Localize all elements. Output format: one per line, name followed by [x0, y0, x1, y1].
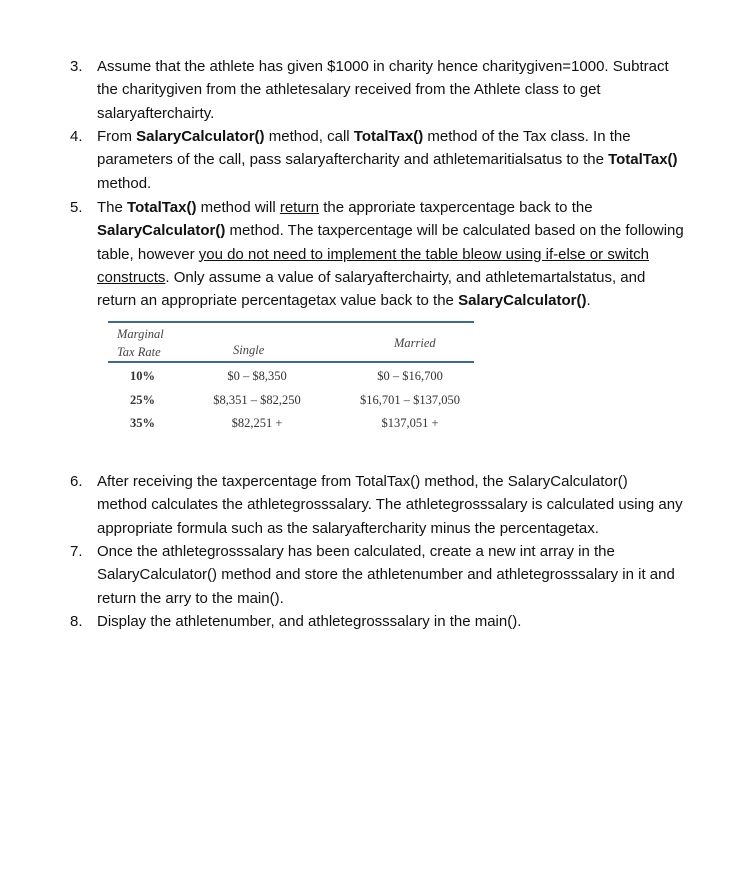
step-text	[97, 55, 710, 125]
step-6	[70, 470, 710, 540]
step-line: method.	[97, 174, 152, 192]
text-run: table, however	[97, 245, 199, 263]
step-text	[97, 540, 710, 610]
text-run: method will	[196, 199, 280, 216]
step-line: salaryafterchairty.	[97, 104, 215, 122]
text-run: method, call	[264, 128, 354, 145]
step-line	[97, 125, 710, 148]
step-line: After receiving the taxpercentage from TotalTax() method, the SalaryCalculator()	[97, 473, 628, 490]
cell-single: $8,351 – $82,250	[213, 393, 301, 407]
cell-married: $137,051 +	[381, 416, 439, 430]
step-text	[97, 125, 710, 195]
step-line: the charitygiven from the athletesalary received from the Athlete class to get	[97, 81, 601, 99]
step-line: Display the athletenumber, and athletegrosssalary in the main().	[97, 613, 522, 630]
text-run: . Only assume a value of salaryafterchairty, and athletemartalstatus, and	[165, 268, 646, 286]
header-married: Married	[394, 336, 436, 350]
table-row	[108, 416, 474, 434]
text-run: .	[586, 292, 591, 310]
step-line	[97, 196, 710, 219]
header-marginal-tax-rate	[117, 325, 164, 361]
step-line: Assume that the athlete has given $1000 in charity hence charitygiven=1000. Subtract	[97, 58, 669, 75]
header-rate-line: Tax Rate	[117, 345, 161, 359]
step-line: method calculates the athletegrosssalary. The athletegrosssalary is calculated using any	[97, 496, 683, 514]
step-line	[97, 148, 710, 171]
cell-rate: 35%	[130, 416, 155, 430]
text-run: return an appropriate percentagetax value back to the	[97, 292, 459, 310]
step-8	[70, 610, 710, 633]
cell-rate: 25%	[130, 393, 155, 407]
header-rate-line: Marginal	[117, 327, 164, 341]
underlined-text: constructs	[97, 268, 166, 286]
cell-married: $16,701 – $137,050	[360, 393, 460, 407]
step-7	[70, 540, 710, 610]
step-line	[97, 266, 710, 289]
step-line: SalaryCalculator() method and store the athletenumber and athletegrosssalary in it and	[97, 566, 675, 584]
method-name: TotalTax()	[353, 128, 424, 145]
table-row	[108, 393, 474, 411]
cell-rate: 10%	[130, 369, 155, 383]
step-line	[97, 243, 710, 266]
step-number: 3.	[70, 58, 83, 75]
text-run: the approriate taxpercentage back to the	[319, 199, 593, 216]
step-line	[97, 219, 710, 242]
step-5	[70, 196, 710, 312]
method-name: SalaryCalculator()	[458, 292, 587, 310]
step-4	[70, 125, 710, 195]
step-number: 5.	[70, 199, 83, 216]
cell-single: $0 – $8,350	[227, 369, 287, 383]
cell-single: $82,251 +	[231, 416, 283, 430]
text-run: parameters of the call, pass salaryaftercharity and athletemaritialsatus to the	[97, 151, 609, 169]
cell-married: $0 – $16,700	[377, 369, 443, 383]
step-number: 6.	[70, 473, 83, 490]
text-run: The	[97, 199, 128, 216]
header-single: Single	[233, 343, 265, 357]
method-name: SalaryCalculator()	[97, 222, 226, 240]
text-run: From	[97, 128, 137, 145]
step-3	[70, 55, 710, 125]
method-name: TotalTax()	[608, 151, 678, 169]
table-header-rule	[108, 361, 474, 363]
text-run: method. The taxpercentage will be calculated based on the following	[225, 222, 684, 240]
step-text	[97, 196, 710, 312]
method-name: SalaryCalculator()	[136, 128, 265, 145]
method-name: TotalTax()	[127, 199, 197, 216]
step-number: 8.	[70, 613, 83, 630]
underlined-text: you do not need to implement the table bleow using if-else or switch	[198, 245, 649, 263]
step-line: return the arry to the main().	[97, 589, 284, 607]
step-line: Once the athletegrosssalary has been calculated, create a new int array in the	[97, 543, 615, 560]
step-number: 7.	[70, 543, 83, 560]
text-run: method of the Tax class. In the	[423, 128, 631, 145]
table-top-rule	[108, 321, 474, 323]
underlined-text: return	[279, 199, 320, 216]
step-text	[97, 470, 710, 540]
step-line: appropriate formula such as the salaryaftercharity minus the percentagetax.	[97, 519, 599, 537]
table-row	[108, 369, 474, 387]
step-line	[97, 289, 710, 312]
step-number: 4.	[70, 128, 83, 145]
step-text	[97, 610, 710, 633]
